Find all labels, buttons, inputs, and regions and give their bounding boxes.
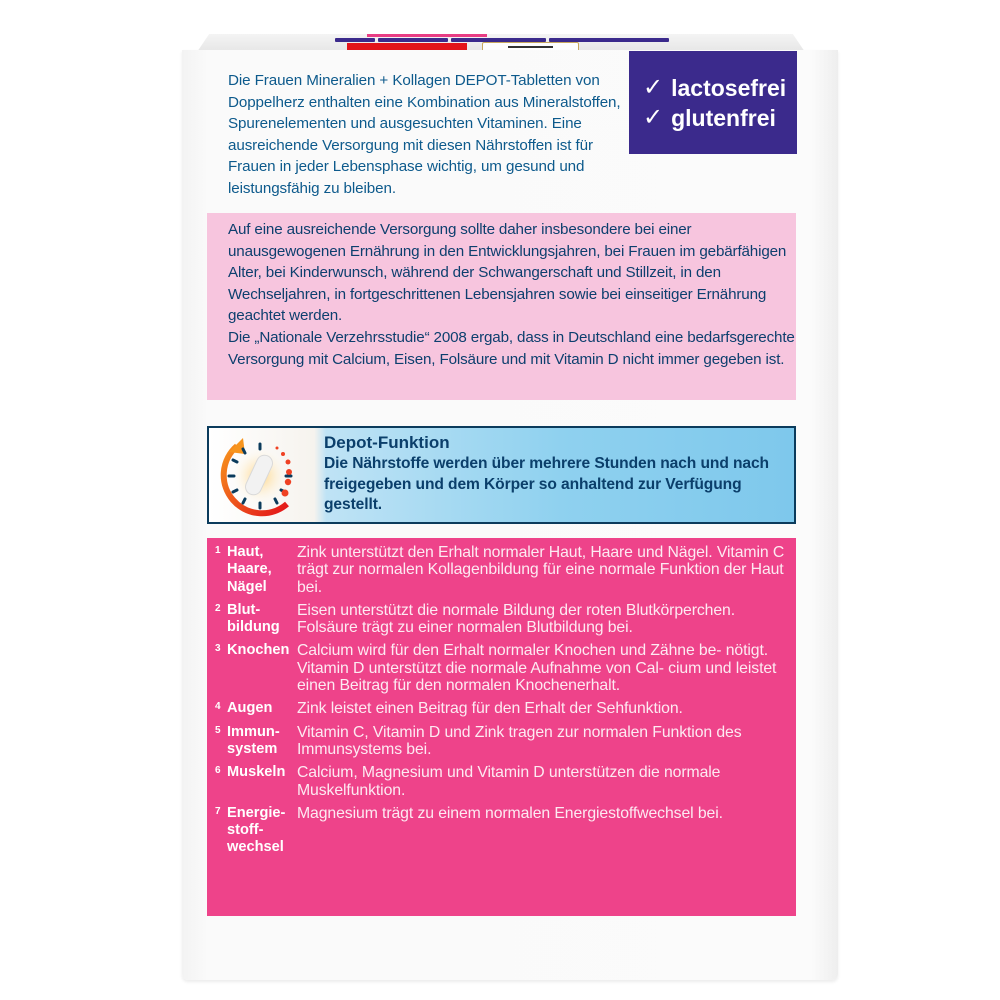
benefit-label: Augen: [227, 700, 273, 717]
depot-title: Depot-Funktion: [324, 433, 450, 452]
info-box: [207, 213, 796, 400]
badge-label: lactosefrei: [671, 74, 787, 101]
benefit-label: Energie- stoff- wechsel: [227, 804, 286, 856]
check-icon: ✓: [643, 73, 664, 101]
benefit-number: 1: [215, 545, 221, 556]
benefit-item: [215, 724, 796, 759]
benefit-number: 2: [215, 602, 221, 614]
benefit-text: Eisen unterstützt die normale Bildung der roten Blutkörperchen. Folsäure trägt zu einer normalen Blutbildung bei.: [297, 601, 736, 637]
info-paragraph-1: Auf eine ausreichende Versorgung sollte daher insbesondere bei einer unausgewogenen Ernährung in den Entwicklungsjahren, bei Frauen im gebärfähigen Alter, bei Kinderwunsch, während der Schwangerschaft und Stillzeit, in den Wechseljahren, in fortgeschrittenen Lebensjahren sowie bei einseitiger Ernährung geachtet werden.: [228, 221, 787, 325]
badge-label: glutenfrei: [671, 104, 776, 131]
benefit-item: [215, 544, 796, 596]
benefit-label: Muskeln: [227, 764, 286, 781]
benefit-number: 7: [215, 805, 221, 817]
check-icon: ✓: [643, 103, 664, 131]
benefit-item: [215, 805, 796, 857]
intro-text: Die Frauen Mineralien + Kollagen DEPOT-Tabletten von Doppelherz enthalten eine Kombination aus Mineralstoffen, Spurenelementen und ausgesuchten Vitaminen. Eine ausreichende Versorgung mit diesen Nährstoffen ist für Frauen in jeder Lebensphase wichtig, um gesund und leistungsfähig zu bleiben.: [228, 72, 621, 197]
benefits-list: [207, 538, 796, 916]
badge-glutenfrei: [643, 103, 797, 133]
free-from-badge: [629, 51, 797, 154]
depot-clock-tablet-icon: [215, 432, 301, 518]
benefit-text: Calcium wird für den Erhalt normaler Knochen und Zähne be- nötigt. Vitamin D unterstützt die normale Aufnahme von Cal- cium und leistet einen Beitrag für den normalen Knochenerhalt.: [297, 642, 777, 695]
flap-subtitle-upside-down: [367, 34, 487, 37]
depot-text: [324, 432, 786, 516]
benefit-text: Vitamin C, Vitamin D und Zink tragen zur normalen Funktion des Immunsystems bei.: [297, 723, 742, 758]
benefit-item: [215, 700, 796, 717]
benefit-text: Magnesium trägt zu einem normalen Energiestoffwechsel bei.: [297, 804, 723, 822]
benefit-number: 6: [215, 765, 221, 777]
depot-body: Die Nährstoffe werden über mehrere Stunden nach und nach freigegeben und dem Körper so anhaltend zur Verfügung gestellt.: [324, 455, 769, 513]
benefit-text: Calcium, Magnesium und Vitamin D unterstützen die normale Muskelfunktion.: [297, 764, 721, 799]
benefit-label: Knochen: [227, 642, 290, 659]
benefit-number: 3: [215, 643, 221, 655]
benefit-item: [215, 642, 796, 694]
benefit-text: Zink unterstützt den Erhalt normaler Haut, Haare und Nägel. Vitamin C trägt zur normalen Kollagenbildung für eine normale Funktion der Haut bei.: [297, 544, 785, 596]
depot-function-box: [207, 426, 796, 524]
benefit-label: Blut- bildung: [227, 601, 280, 636]
benefit-item: [215, 602, 796, 637]
benefit-label: Immun- system: [227, 723, 280, 757]
benefit-label: Haut, Haare, Nägel: [227, 544, 272, 595]
info-paragraph-2: Die „Nationale Verzehrsstudie“ 2008 ergab, dass in Deutschland eine bedarfsgerechte Versorgung mit Calcium, Eisen, Folsäure und mit Vitamin D nicht immer gegeben ist.: [228, 328, 795, 368]
badge-lactosefrei: [643, 73, 797, 103]
benefit-number: 5: [215, 724, 221, 736]
benefit-number: 4: [215, 701, 221, 713]
benefit-text: Zink leistet einen Beitrag für den Erhalt der Sehfunktion.: [297, 700, 683, 718]
benefit-item: [215, 764, 796, 799]
